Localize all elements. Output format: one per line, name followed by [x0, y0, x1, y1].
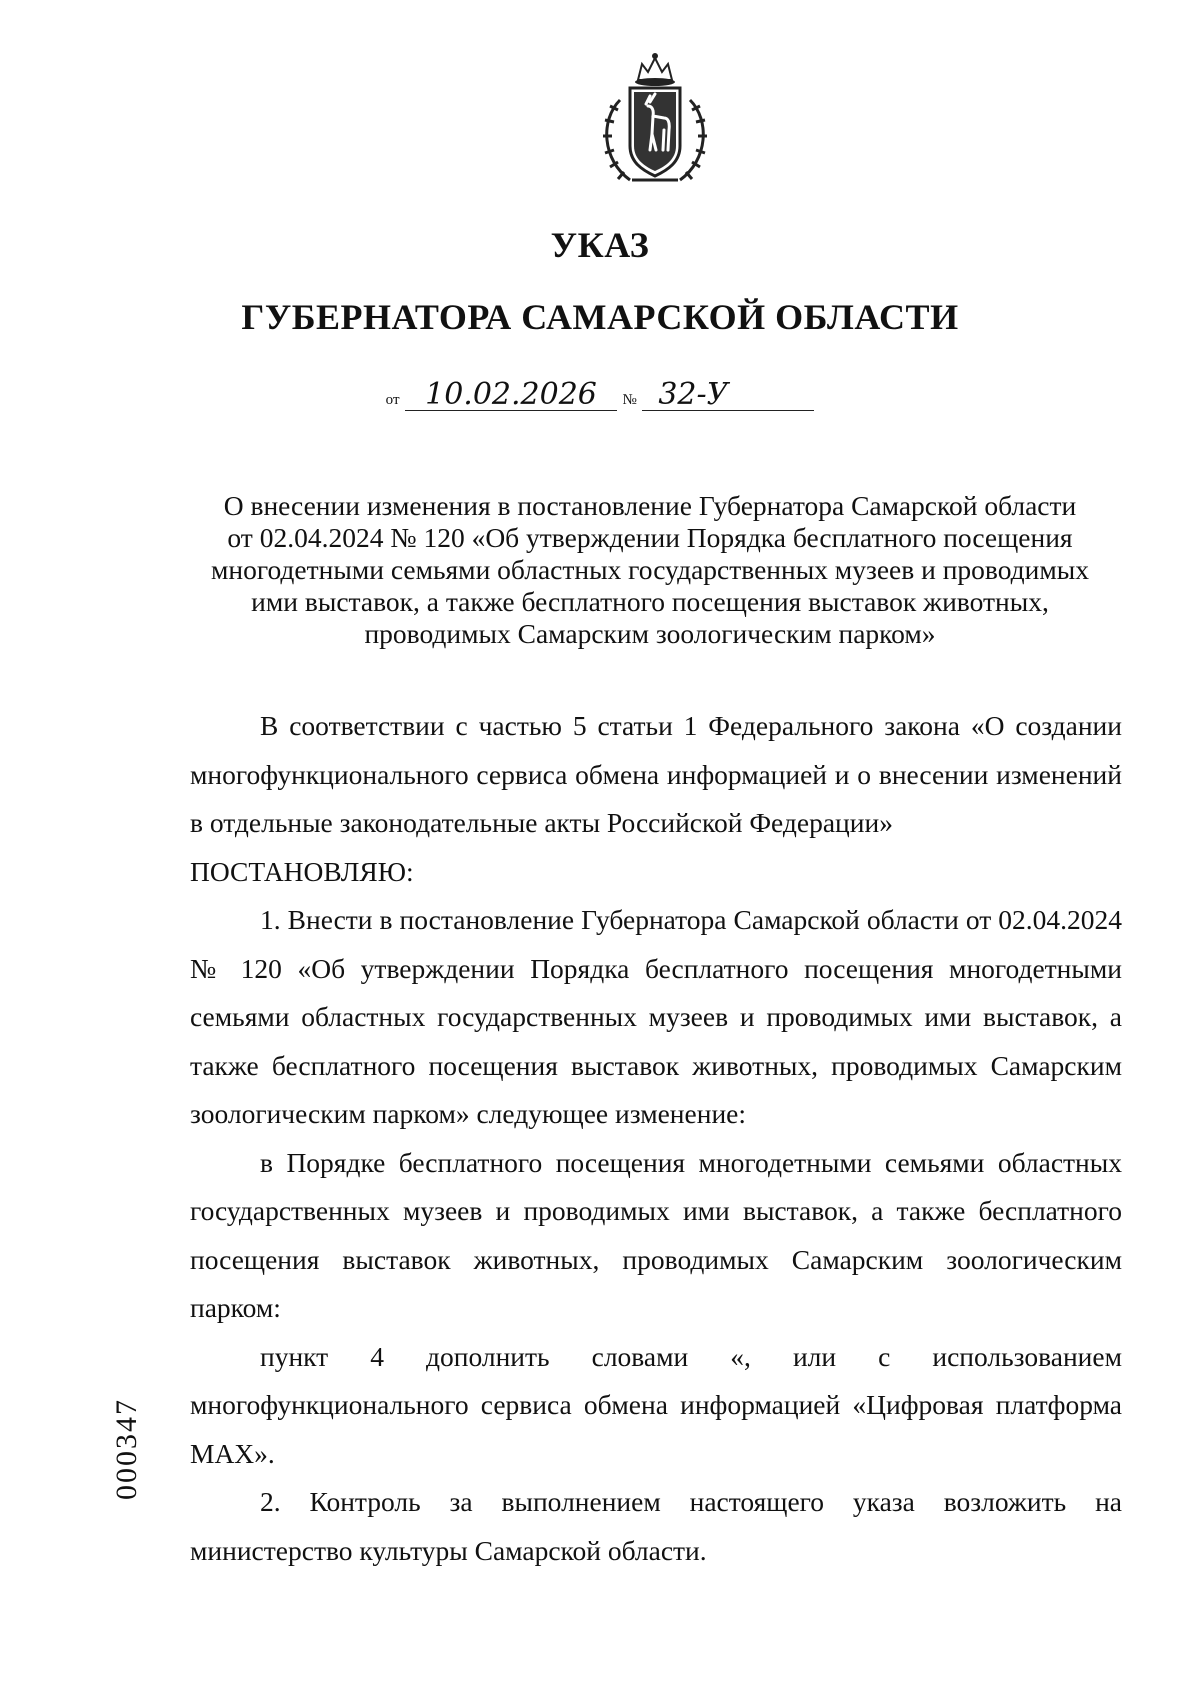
- coat-of-arms-icon: [590, 50, 720, 190]
- subject-line: проводимых Самарским зоологическим парком»: [364, 618, 936, 649]
- subject-line: ими выставок, а также бесплатного посещения выставок животных,: [251, 586, 1049, 617]
- decree-title: УКАЗ: [550, 225, 650, 265]
- item-1-paragraph: 1. Внести в постановление Губернатора Самарской области от 02.04.2024 № 120 «Об утверждении Порядка бесплатного посещения многодетными семьями областных государственных музеев и проводимых ими выставок, а также бесплатного посещения выставок животных, проводимых Самарским зоологическим парком» следующее изменение:: [190, 904, 1122, 1129]
- number-prefix: №: [622, 392, 637, 408]
- decree-body: [190, 702, 1122, 1575]
- date-number-line: [0, 377, 1200, 412]
- decree-word: ПОСТАНОВЛЯЮ:: [190, 855, 414, 887]
- decree-subject: [180, 490, 1120, 650]
- subject-line: от 02.04.2024 № 120 «Об утверждении Порядка бесплатного посещения: [227, 522, 1073, 553]
- subject-line: О внесении изменения в постановление Губернатора Самарской области: [223, 490, 1077, 521]
- margin-registration-number: 000347: [110, 1398, 143, 1500]
- item-1-sub-paragraph: в Порядке бесплатного посещения многодетными семьями областных государственных музеев и проводимых ими выставок, а также бесплатного посещения выставок животных, проводимых Самарским зоологическим парком:: [190, 1146, 1122, 1323]
- item-1-change-paragraph: пункт 4 дополнить словами «, или с использованием многофункционального сервиса обмена информацией «Цифровая платформа MAX».: [190, 1340, 1122, 1469]
- preamble-paragraph: В соответствии с частью 5 статьи 1 Федерального закона «О создании многофункционального сервиса обмена информацией и о внесении изменений в отдельные законодательные акты Российской Федерации»: [190, 710, 1122, 838]
- subject-line: многодетными семьями областных государственных музеев и проводимых: [211, 554, 1089, 585]
- handwritten-number: 32-У: [642, 380, 814, 411]
- decree-issuer: ГУБЕРНАТОРА САМАРСКОЙ ОБЛАСТИ: [241, 297, 959, 337]
- date-prefix: от: [385, 392, 400, 408]
- handwritten-date: 10.02.2026: [405, 380, 617, 411]
- item-2-paragraph: 2. Контроль за выполнением настоящего указа возложить на министерство культуры Самарской области.: [190, 1486, 1122, 1566]
